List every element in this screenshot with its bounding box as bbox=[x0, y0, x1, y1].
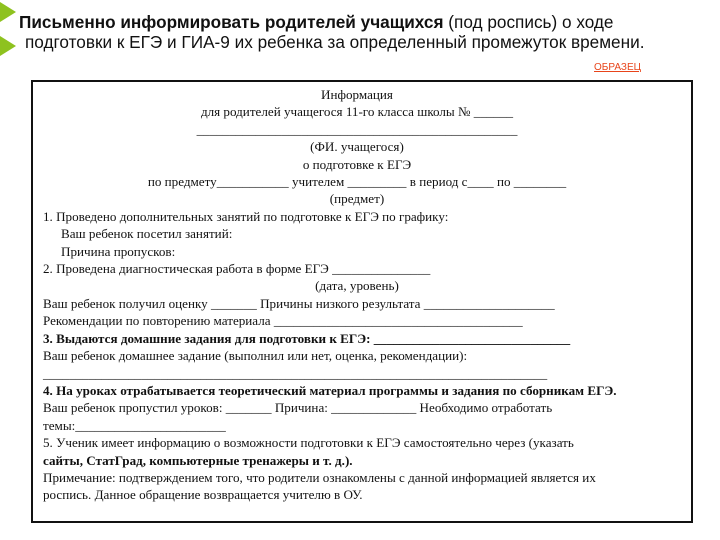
sample-link[interactable]: ОБРАЗЕЦ bbox=[594, 62, 642, 73]
green-triangle-icon bbox=[0, 2, 16, 22]
doc-line: 3. Выдаются домашние задания для подготовки к ЕГЭ: ______________________________ bbox=[43, 330, 571, 346]
doc-line: Причина пропусков: bbox=[61, 243, 176, 259]
doc-line: сайты, СтатГрад, компьютерные тренажеры и т. д.). bbox=[43, 452, 353, 468]
doc-line: 5. Ученик имеет информацию о возможности подготовки к ЕГЭ самостоятельно через (указать bbox=[43, 435, 574, 451]
doc-line: (ФИ. учащегося) bbox=[310, 139, 404, 155]
doc-line: 1. Проведено дополнительных занятий по подготовке к ЕГЭ по графику: bbox=[43, 208, 449, 224]
doc-title: Информация bbox=[321, 87, 393, 102]
doc-line: Ваш ребенок получил оценку _______ Причины низкого результата ____________________ bbox=[43, 295, 555, 311]
doc-line: 4. На уроках отрабатывается теоретический материал программы и задания по сборникам ЕГЭ. bbox=[43, 382, 617, 398]
doc-line: (предмет) bbox=[329, 191, 385, 207]
doc-line: темы:_______________________ bbox=[43, 417, 226, 433]
doc-line: (дата, уровень) bbox=[315, 278, 399, 294]
doc-line: роспись. Данное обращение возвращается учителю в ОУ. bbox=[43, 487, 363, 503]
page-heading bbox=[19, 12, 709, 52]
doc-line: _________________________________________________ bbox=[196, 121, 518, 137]
doc-line: о подготовке к ЕГЭ bbox=[302, 156, 412, 172]
doc-line: Рекомендации по повторению материала ______________________________________ bbox=[43, 313, 523, 329]
document-form bbox=[31, 80, 693, 523]
doc-line: для родителей учащегося 11-го класса школы № ______ bbox=[200, 104, 514, 120]
doc-line: Примечание: подтверждением того, что родители ознакомлены с данной информацией является их bbox=[43, 469, 596, 485]
doc-line: по предмету___________ учителем _________ в период с____ по ________ bbox=[147, 174, 567, 190]
green-triangle-icon bbox=[0, 36, 16, 56]
heading-bold: Письменно информировать родителей учащихся bbox=[19, 12, 444, 32]
doc-line: Ваш ребенок посетил занятий: bbox=[61, 226, 233, 242]
heading-line-2: подготовки к ЕГЭ и ГИА-9 их ребенка за определенный промежуток времени. bbox=[25, 32, 645, 52]
doc-line: 2. Проведена диагностическая работа в форме ЕГЭ _______________ bbox=[43, 261, 431, 277]
heading-rest: (под роспись) о ходе bbox=[443, 12, 614, 32]
doc-line: Ваш ребенок пропустил уроков: _______ Причина: _____________ Необходимо отработать bbox=[43, 400, 553, 416]
doc-line: _____________________________________________________________________________ bbox=[43, 365, 548, 381]
doc-line: Ваш ребенок домашнее задание (выполнил или нет, оценка, рекомендации): bbox=[43, 348, 468, 364]
